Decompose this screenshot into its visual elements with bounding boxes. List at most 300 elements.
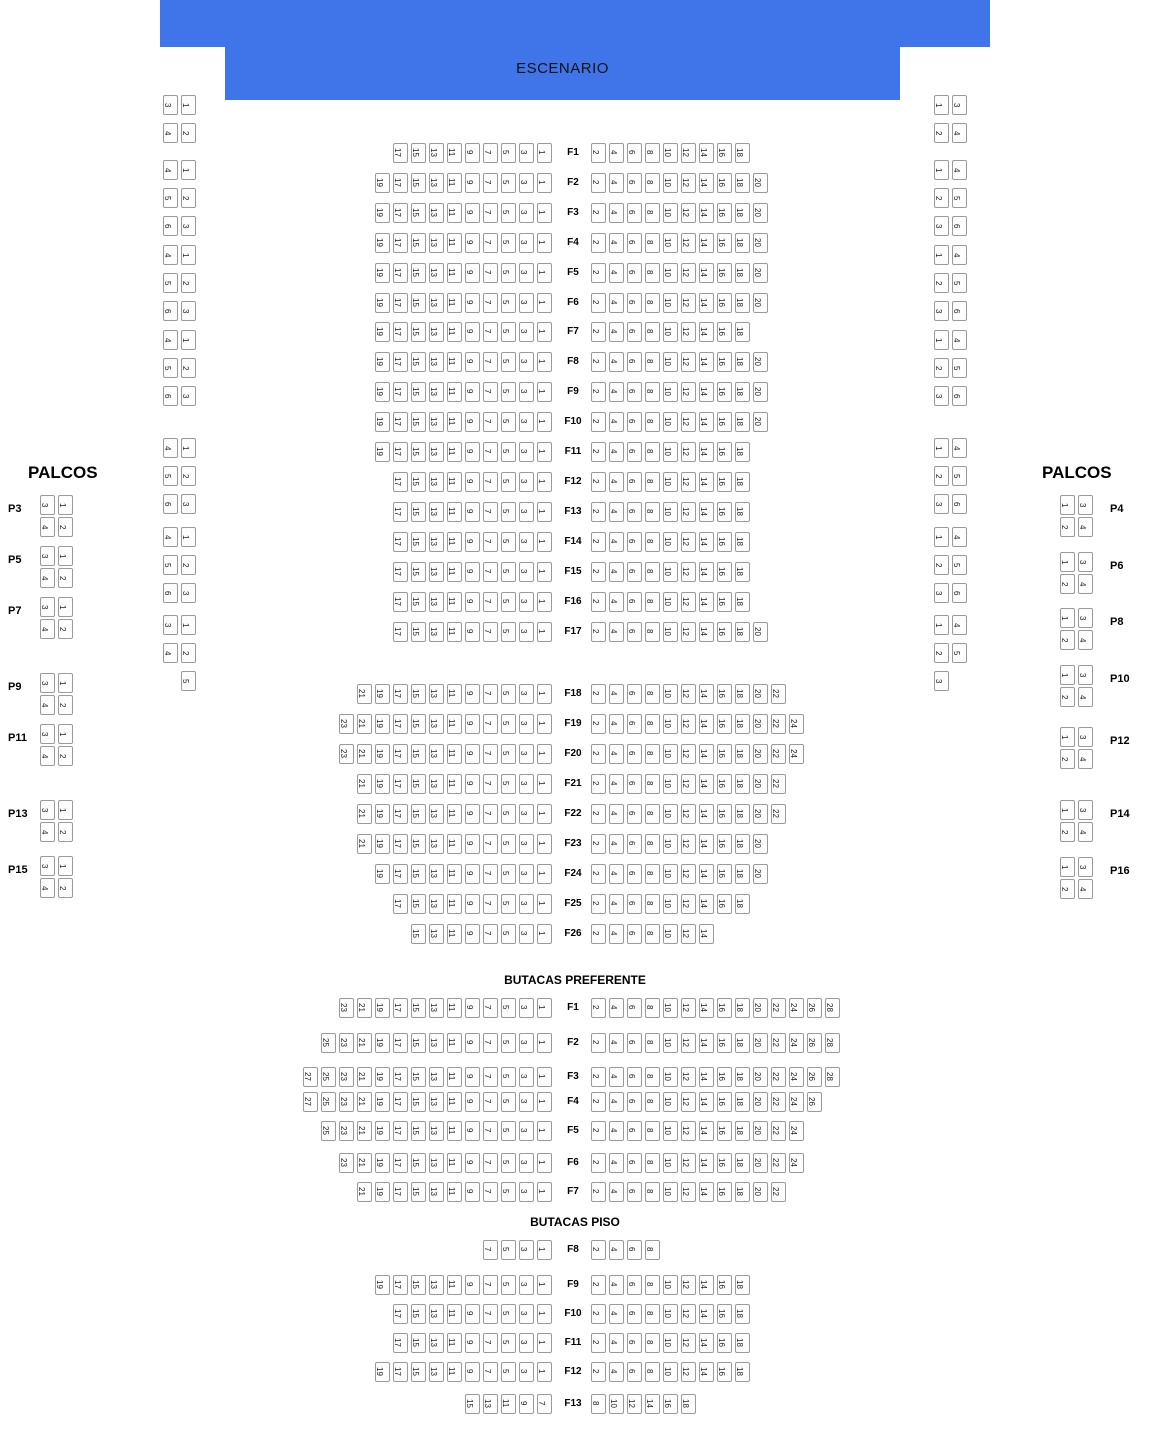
seat[interactable]: 16 — [717, 322, 732, 342]
seat[interactable]: 19 — [375, 233, 390, 253]
seat[interactable]: 21 — [357, 804, 372, 824]
seat[interactable]: 2 — [591, 1092, 606, 1112]
seat[interactable]: 1 — [537, 502, 552, 522]
seat[interactable]: 18 — [681, 1394, 696, 1414]
seat[interactable]: 7 — [483, 774, 498, 794]
seat[interactable]: 8 — [645, 592, 660, 612]
seat[interactable]: 9 — [465, 894, 480, 914]
seat[interactable]: 16 — [717, 774, 732, 794]
seat[interactable]: 9 — [465, 562, 480, 582]
seat[interactable]: 21 — [357, 1067, 372, 1087]
seat[interactable]: 15 — [411, 412, 426, 432]
seat[interactable]: 17 — [393, 562, 408, 582]
seat[interactable]: 14 — [699, 1033, 714, 1053]
seat[interactable]: 17 — [393, 1121, 408, 1141]
seat[interactable]: 5 — [501, 622, 516, 642]
seat[interactable]: 6 — [163, 216, 178, 236]
seat[interactable]: 8 — [645, 1333, 660, 1353]
seat[interactable]: 2 — [58, 822, 73, 842]
seat[interactable]: 20 — [753, 804, 768, 824]
seat[interactable]: 4 — [609, 1304, 624, 1324]
seat[interactable]: 4 — [952, 330, 967, 350]
seat[interactable]: 4 — [609, 1092, 624, 1112]
seat[interactable]: 3 — [519, 382, 534, 402]
seat[interactable]: 1 — [537, 804, 552, 824]
seat[interactable]: 16 — [717, 714, 732, 734]
seat[interactable]: 7 — [483, 1182, 498, 1202]
seat[interactable]: 11 — [447, 1092, 462, 1112]
seat[interactable]: 6 — [627, 562, 642, 582]
seat[interactable]: 16 — [717, 592, 732, 612]
seat[interactable]: 13 — [429, 143, 444, 163]
seat[interactable]: 11 — [447, 1153, 462, 1173]
seat[interactable]: 1 — [537, 562, 552, 582]
seat[interactable]: 16 — [717, 173, 732, 193]
seat[interactable]: 4 — [609, 592, 624, 612]
seat[interactable]: 12 — [681, 744, 696, 764]
seat[interactable]: 6 — [627, 864, 642, 884]
seat[interactable]: 1 — [537, 233, 552, 253]
seat[interactable]: 2 — [181, 188, 196, 208]
seat[interactable]: 3 — [163, 615, 178, 635]
seat[interactable]: 4 — [609, 622, 624, 642]
seat[interactable]: 7 — [483, 472, 498, 492]
seat[interactable]: 22 — [771, 714, 786, 734]
seat[interactable]: 4 — [609, 744, 624, 764]
seat[interactable]: 1 — [537, 1121, 552, 1141]
seat[interactable]: 19 — [375, 834, 390, 854]
seat[interactable]: 5 — [501, 1153, 516, 1173]
seat[interactable]: 24 — [789, 1033, 804, 1053]
seat[interactable]: 16 — [717, 203, 732, 223]
seat[interactable]: 11 — [447, 1067, 462, 1087]
seat[interactable]: 7 — [483, 622, 498, 642]
seat[interactable]: 19 — [375, 442, 390, 462]
seat[interactable]: 9 — [465, 472, 480, 492]
seat[interactable]: 9 — [465, 714, 480, 734]
seat[interactable]: 5 — [501, 714, 516, 734]
seat[interactable]: 6 — [627, 924, 642, 944]
seat[interactable]: 3 — [181, 216, 196, 236]
seat[interactable]: 16 — [717, 1067, 732, 1087]
seat[interactable]: 2 — [591, 412, 606, 432]
seat[interactable]: 8 — [645, 1182, 660, 1202]
seat[interactable]: 2 — [934, 466, 949, 486]
seat[interactable]: 17 — [393, 744, 408, 764]
seat[interactable]: 7 — [483, 382, 498, 402]
seat[interactable]: 10 — [663, 233, 678, 253]
seat[interactable]: 4 — [609, 774, 624, 794]
seat[interactable]: 24 — [789, 1092, 804, 1112]
seat[interactable]: 18 — [735, 998, 750, 1018]
seat[interactable]: 3 — [519, 502, 534, 522]
seat[interactable]: 10 — [663, 502, 678, 522]
seat[interactable]: 10 — [663, 1182, 678, 1202]
seat[interactable]: 18 — [735, 203, 750, 223]
seat[interactable]: 21 — [357, 1121, 372, 1141]
seat[interactable]: 2 — [1060, 574, 1075, 594]
seat[interactable]: 15 — [411, 293, 426, 313]
seat[interactable]: 14 — [699, 322, 714, 342]
seat[interactable]: 9 — [465, 293, 480, 313]
seat[interactable]: 17 — [393, 1067, 408, 1087]
seat[interactable]: 1 — [934, 95, 949, 115]
seat[interactable]: 2 — [934, 273, 949, 293]
seat[interactable]: 12 — [681, 382, 696, 402]
seat[interactable]: 26 — [807, 1033, 822, 1053]
seat[interactable]: 13 — [429, 293, 444, 313]
seat[interactable]: 12 — [681, 322, 696, 342]
seat[interactable]: 22 — [771, 998, 786, 1018]
seat[interactable]: 3 — [519, 684, 534, 704]
seat[interactable]: 4 — [609, 924, 624, 944]
seat[interactable]: 5 — [501, 1240, 516, 1260]
seat[interactable]: 5 — [501, 502, 516, 522]
seat[interactable]: 3 — [1078, 727, 1093, 747]
seat[interactable]: 13 — [429, 1362, 444, 1382]
seat[interactable]: 8 — [645, 1092, 660, 1112]
seat[interactable]: 1 — [181, 160, 196, 180]
seat[interactable]: 4 — [609, 864, 624, 884]
seat[interactable]: 11 — [447, 622, 462, 642]
seat[interactable]: 17 — [393, 834, 408, 854]
seat[interactable]: 5 — [501, 322, 516, 342]
seat[interactable]: 14 — [699, 233, 714, 253]
seat[interactable]: 3 — [1078, 800, 1093, 820]
seat[interactable]: 10 — [663, 472, 678, 492]
seat[interactable]: 14 — [699, 1362, 714, 1382]
seat[interactable]: 5 — [501, 924, 516, 944]
seat[interactable]: 4 — [609, 834, 624, 854]
seat[interactable]: 2 — [591, 502, 606, 522]
seat[interactable]: 1 — [181, 438, 196, 458]
seat[interactable]: 10 — [663, 1033, 678, 1053]
seat[interactable]: 1 — [1060, 800, 1075, 820]
seat[interactable]: 17 — [393, 1304, 408, 1324]
seat[interactable]: 15 — [411, 714, 426, 734]
seat[interactable]: 3 — [40, 546, 55, 566]
seat[interactable]: 6 — [627, 263, 642, 283]
seat[interactable]: 7 — [483, 322, 498, 342]
seat[interactable]: 1 — [537, 1333, 552, 1353]
seat[interactable]: 9 — [465, 1067, 480, 1087]
seat[interactable]: 16 — [717, 502, 732, 522]
seat[interactable]: 9 — [465, 382, 480, 402]
seat[interactable]: 4 — [40, 746, 55, 766]
seat[interactable]: 1 — [537, 1092, 552, 1112]
seat[interactable]: 16 — [717, 293, 732, 313]
seat[interactable]: 2 — [58, 746, 73, 766]
seat[interactable]: 4 — [163, 245, 178, 265]
seat[interactable]: 8 — [645, 442, 660, 462]
seat[interactable]: 6 — [627, 834, 642, 854]
seat[interactable]: 4 — [609, 352, 624, 372]
seat[interactable]: 5 — [501, 1333, 516, 1353]
seat[interactable]: 2 — [181, 358, 196, 378]
seat[interactable]: 17 — [393, 622, 408, 642]
seat[interactable]: 7 — [483, 864, 498, 884]
seat[interactable]: 12 — [681, 1153, 696, 1173]
seat[interactable]: 9 — [465, 233, 480, 253]
seat[interactable]: 15 — [411, 1333, 426, 1353]
seat[interactable]: 12 — [681, 442, 696, 462]
seat[interactable]: 8 — [645, 894, 660, 914]
seat[interactable]: 16 — [717, 472, 732, 492]
seat[interactable]: 4 — [609, 684, 624, 704]
seat[interactable]: 3 — [519, 442, 534, 462]
seat[interactable]: 20 — [753, 622, 768, 642]
seat[interactable]: 15 — [411, 622, 426, 642]
seat[interactable]: 3 — [40, 856, 55, 876]
seat[interactable]: 15 — [411, 532, 426, 552]
seat[interactable]: 3 — [952, 95, 967, 115]
seat[interactable]: 17 — [393, 1275, 408, 1295]
seat[interactable]: 14 — [699, 1153, 714, 1173]
seat[interactable]: 3 — [934, 216, 949, 236]
seat[interactable]: 1 — [537, 203, 552, 223]
seat[interactable]: 7 — [483, 143, 498, 163]
seat[interactable]: 4 — [1078, 574, 1093, 594]
seat[interactable]: 9 — [465, 1182, 480, 1202]
seat[interactable]: 13 — [429, 1275, 444, 1295]
seat[interactable]: 14 — [645, 1394, 660, 1414]
seat[interactable]: 11 — [447, 998, 462, 1018]
seat[interactable]: 2 — [591, 1182, 606, 1202]
seat[interactable]: 13 — [429, 592, 444, 612]
seat[interactable]: 7 — [483, 442, 498, 462]
seat[interactable]: 21 — [357, 1033, 372, 1053]
seat[interactable]: 11 — [447, 714, 462, 734]
seat[interactable]: 1 — [537, 322, 552, 342]
seat[interactable]: 9 — [465, 1362, 480, 1382]
seat[interactable]: 9 — [465, 804, 480, 824]
seat[interactable]: 21 — [357, 834, 372, 854]
seat[interactable]: 8 — [645, 1240, 660, 1260]
seat[interactable]: 14 — [699, 263, 714, 283]
seat[interactable]: 21 — [357, 1092, 372, 1112]
seat[interactable]: 1 — [537, 714, 552, 734]
seat[interactable]: 10 — [663, 864, 678, 884]
seat[interactable]: 16 — [717, 263, 732, 283]
seat[interactable]: 19 — [375, 203, 390, 223]
seat[interactable]: 22 — [771, 1067, 786, 1087]
seat[interactable]: 3 — [519, 1033, 534, 1053]
seat[interactable]: 4 — [609, 502, 624, 522]
seat[interactable]: 16 — [717, 233, 732, 253]
seat[interactable]: 6 — [627, 412, 642, 432]
seat[interactable]: 11 — [447, 263, 462, 283]
seat[interactable]: 15 — [411, 894, 426, 914]
seat[interactable]: 8 — [645, 352, 660, 372]
seat[interactable]: 5 — [501, 532, 516, 552]
seat[interactable]: 16 — [717, 864, 732, 884]
seat[interactable]: 15 — [411, 804, 426, 824]
seat[interactable]: 9 — [465, 1153, 480, 1173]
seat[interactable]: 15 — [411, 322, 426, 342]
seat[interactable]: 1 — [181, 615, 196, 635]
seat[interactable]: 9 — [465, 924, 480, 944]
seat[interactable]: 1 — [934, 527, 949, 547]
seat[interactable]: 1 — [181, 527, 196, 547]
seat[interactable]: 12 — [681, 1275, 696, 1295]
seat[interactable]: 10 — [663, 173, 678, 193]
seat[interactable]: 2 — [591, 173, 606, 193]
seat[interactable]: 11 — [447, 293, 462, 313]
seat[interactable]: 19 — [375, 684, 390, 704]
seat[interactable]: 5 — [163, 273, 178, 293]
seat[interactable]: 18 — [735, 143, 750, 163]
seat[interactable]: 8 — [645, 834, 660, 854]
seat[interactable]: 12 — [681, 1333, 696, 1353]
seat[interactable]: 16 — [717, 1362, 732, 1382]
seat[interactable]: 24 — [789, 744, 804, 764]
seat[interactable]: 19 — [375, 293, 390, 313]
seat[interactable]: 6 — [627, 1121, 642, 1141]
seat[interactable]: 3 — [1078, 857, 1093, 877]
seat[interactable]: 18 — [735, 1182, 750, 1202]
seat[interactable]: 17 — [393, 263, 408, 283]
seat[interactable]: 19 — [375, 1067, 390, 1087]
seat[interactable]: 1 — [537, 352, 552, 372]
seat[interactable]: 5 — [952, 188, 967, 208]
seat[interactable]: 1 — [58, 800, 73, 820]
seat[interactable]: 7 — [483, 502, 498, 522]
seat[interactable]: 15 — [411, 1275, 426, 1295]
seat[interactable]: 3 — [1078, 665, 1093, 685]
seat[interactable]: 6 — [952, 386, 967, 406]
seat[interactable]: 9 — [465, 322, 480, 342]
seat[interactable]: 15 — [411, 442, 426, 462]
seat[interactable]: 15 — [411, 382, 426, 402]
seat[interactable]: 7 — [483, 894, 498, 914]
seat[interactable]: 8 — [645, 1362, 660, 1382]
seat[interactable]: 11 — [447, 1121, 462, 1141]
seat[interactable]: 14 — [699, 1067, 714, 1087]
seat[interactable]: 4 — [952, 438, 967, 458]
seat[interactable]: 1 — [1060, 495, 1075, 515]
seat[interactable]: 20 — [753, 774, 768, 794]
seat[interactable]: 23 — [339, 1067, 354, 1087]
seat[interactable]: 5 — [501, 1033, 516, 1053]
seat[interactable]: 20 — [753, 1121, 768, 1141]
seat[interactable]: 10 — [663, 804, 678, 824]
seat[interactable]: 11 — [447, 412, 462, 432]
seat[interactable]: 24 — [789, 1067, 804, 1087]
seat[interactable]: 6 — [627, 382, 642, 402]
seat[interactable]: 14 — [699, 532, 714, 552]
seat[interactable]: 10 — [663, 1333, 678, 1353]
seat[interactable]: 3 — [519, 804, 534, 824]
seat[interactable]: 10 — [663, 1275, 678, 1295]
seat[interactable]: 3 — [519, 1304, 534, 1324]
seat[interactable]: 3 — [934, 671, 949, 691]
seat[interactable]: 4 — [952, 245, 967, 265]
seat[interactable]: 18 — [735, 1067, 750, 1087]
seat[interactable]: 2 — [591, 203, 606, 223]
seat[interactable]: 9 — [465, 412, 480, 432]
seat[interactable]: 2 — [591, 1153, 606, 1173]
seat[interactable]: 2 — [1060, 630, 1075, 650]
seat[interactable]: 24 — [789, 714, 804, 734]
seat[interactable]: 22 — [771, 1092, 786, 1112]
seat[interactable]: 7 — [483, 1275, 498, 1295]
seat[interactable]: 2 — [58, 568, 73, 588]
seat[interactable]: 1 — [537, 1182, 552, 1202]
seat[interactable]: 7 — [483, 1304, 498, 1324]
seat[interactable]: 18 — [735, 1304, 750, 1324]
seat[interactable]: 20 — [753, 382, 768, 402]
seat[interactable]: 22 — [771, 774, 786, 794]
seat[interactable]: 2 — [591, 1362, 606, 1382]
seat[interactable]: 13 — [429, 203, 444, 223]
seat[interactable]: 10 — [663, 774, 678, 794]
seat[interactable]: 7 — [483, 293, 498, 313]
seat[interactable]: 4 — [609, 1153, 624, 1173]
seat[interactable]: 9 — [465, 1033, 480, 1053]
seat[interactable]: 6 — [627, 744, 642, 764]
seat[interactable]: 1 — [58, 856, 73, 876]
seat[interactable]: 14 — [699, 1092, 714, 1112]
seat[interactable]: 23 — [339, 998, 354, 1018]
seat[interactable]: 9 — [465, 263, 480, 283]
seat[interactable]: 8 — [645, 173, 660, 193]
seat[interactable]: 8 — [645, 744, 660, 764]
seat[interactable]: 15 — [411, 684, 426, 704]
seat[interactable]: 2 — [1060, 687, 1075, 707]
seat[interactable]: 13 — [429, 562, 444, 582]
seat[interactable]: 8 — [645, 412, 660, 432]
seat[interactable]: 11 — [447, 1182, 462, 1202]
seat[interactable]: 18 — [735, 1033, 750, 1053]
seat[interactable]: 2 — [591, 1304, 606, 1324]
seat[interactable]: 3 — [934, 494, 949, 514]
seat[interactable]: 28 — [825, 1033, 840, 1053]
seat[interactable]: 17 — [393, 173, 408, 193]
seat[interactable]: 4 — [1078, 687, 1093, 707]
seat[interactable]: 1 — [537, 592, 552, 612]
seat[interactable]: 4 — [1078, 630, 1093, 650]
seat[interactable]: 10 — [663, 714, 678, 734]
seat[interactable]: 5 — [501, 173, 516, 193]
seat[interactable]: 6 — [627, 1275, 642, 1295]
seat[interactable]: 6 — [627, 143, 642, 163]
seat[interactable]: 14 — [699, 622, 714, 642]
seat[interactable]: 17 — [393, 203, 408, 223]
seat[interactable]: 4 — [609, 203, 624, 223]
seat[interactable]: 17 — [393, 1182, 408, 1202]
seat[interactable]: 6 — [163, 301, 178, 321]
seat[interactable]: 2 — [591, 744, 606, 764]
seat[interactable]: 21 — [357, 714, 372, 734]
seat[interactable]: 14 — [699, 924, 714, 944]
seat[interactable]: 1 — [537, 263, 552, 283]
seat[interactable]: 27 — [303, 1092, 318, 1112]
seat[interactable]: 3 — [934, 301, 949, 321]
seat[interactable]: 8 — [645, 233, 660, 253]
seat[interactable]: 17 — [393, 322, 408, 342]
seat[interactable]: 2 — [591, 1275, 606, 1295]
seat[interactable]: 19 — [375, 1033, 390, 1053]
seat[interactable]: 6 — [627, 322, 642, 342]
seat[interactable]: 19 — [375, 714, 390, 734]
seat[interactable]: 6 — [952, 216, 967, 236]
seat[interactable]: 3 — [519, 1153, 534, 1173]
seat[interactable]: 13 — [429, 622, 444, 642]
seat[interactable]: 8 — [645, 322, 660, 342]
seat[interactable]: 11 — [447, 804, 462, 824]
seat[interactable]: 12 — [681, 352, 696, 372]
seat[interactable]: 13 — [429, 412, 444, 432]
